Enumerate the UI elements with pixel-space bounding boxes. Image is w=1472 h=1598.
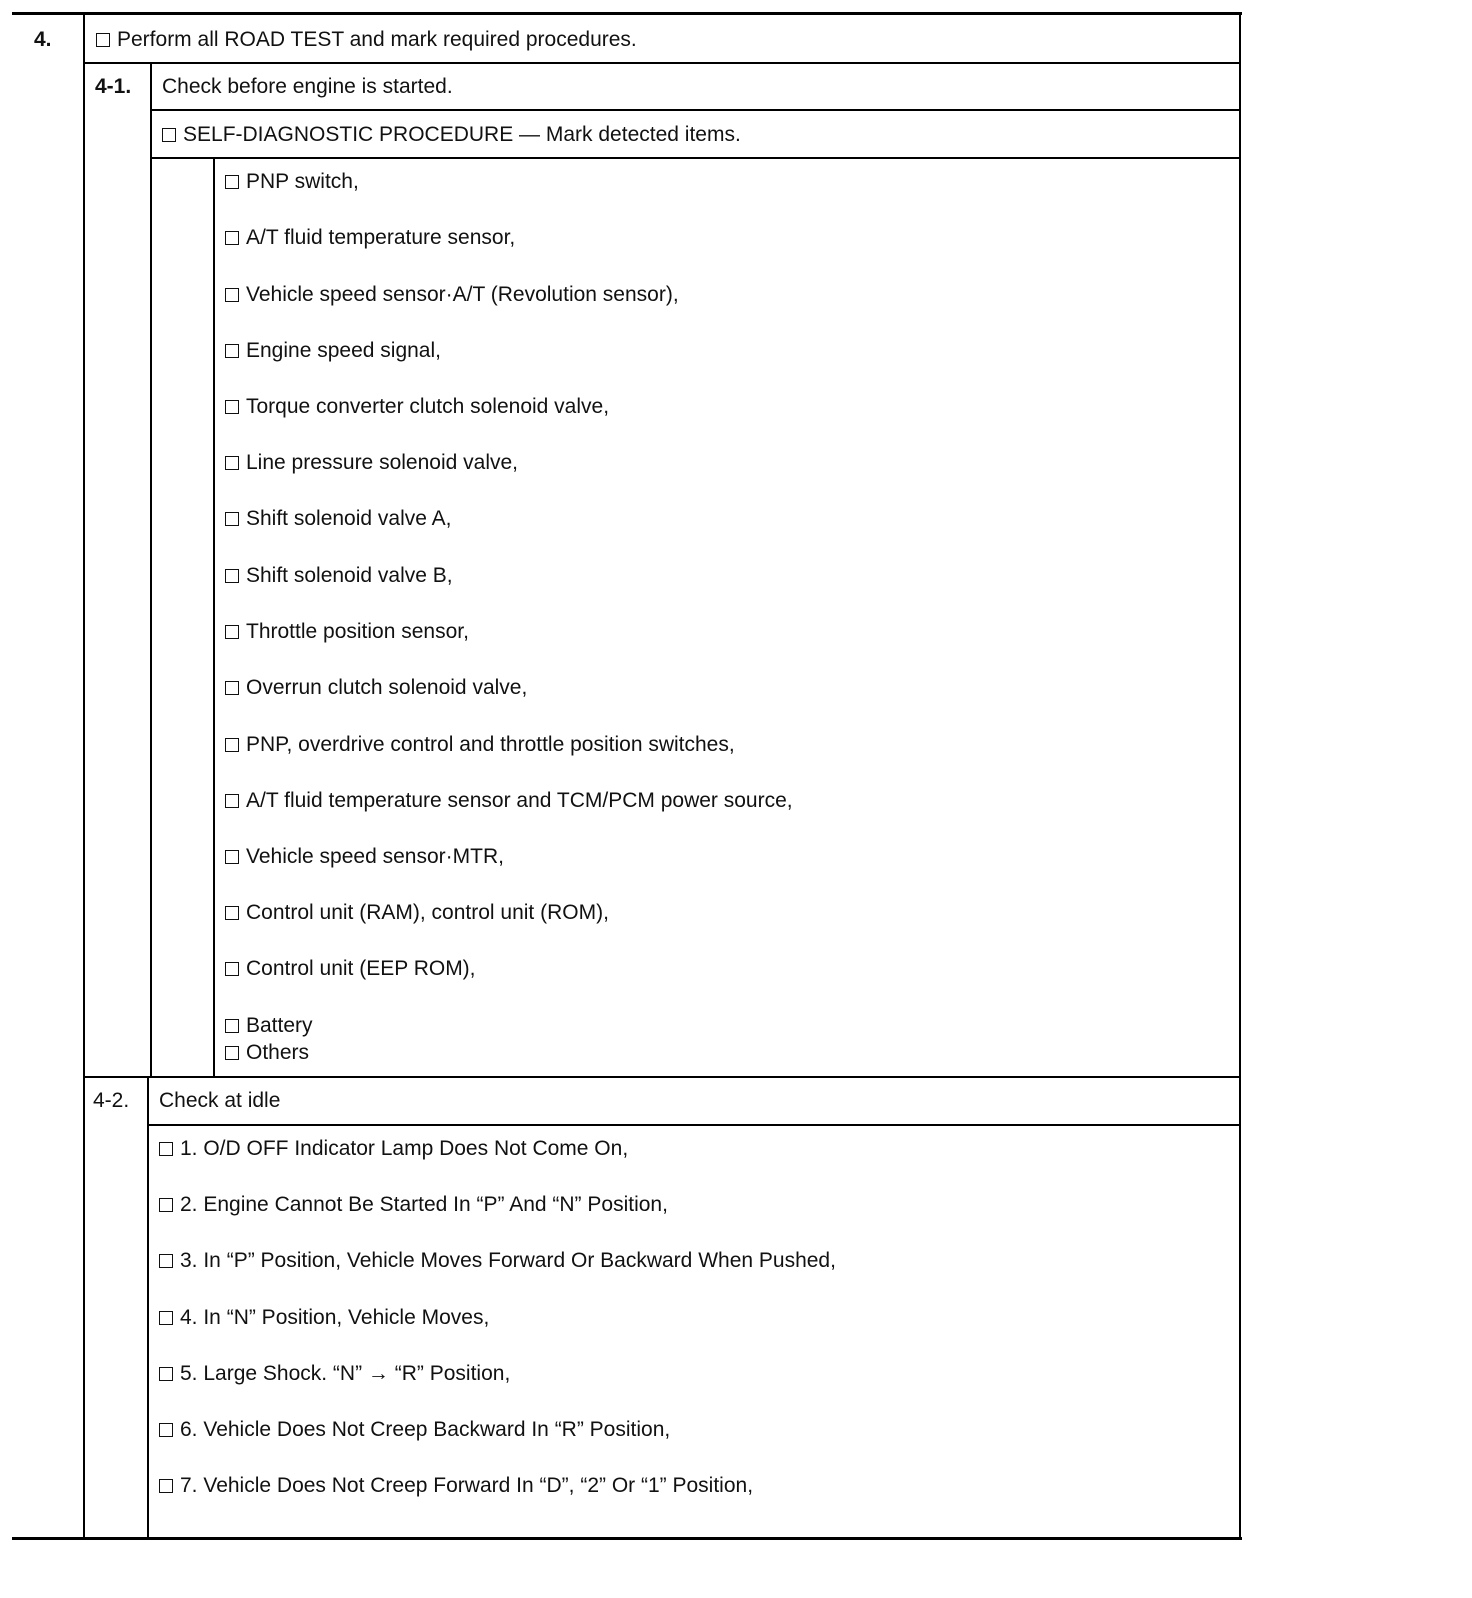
item-label: Shift solenoid valve A, [246,507,452,530]
checkbox[interactable] [225,906,239,920]
rule-v-step2 [147,1076,149,1540]
step2-title: Check at idle [159,1089,281,1112]
bottom-rule [12,1537,1242,1540]
checkbox[interactable] [225,681,239,695]
list-item [159,1473,753,1499]
item-label: 3. In “P” Position, Vehicle Moves Forward Or Backward When Pushed, [180,1249,836,1272]
item-label: 4. In “N” Position, Vehicle Moves, [180,1306,490,1329]
item-label: 2. Engine Cannot Be Started In “P” And “N” Position, [180,1193,668,1216]
item-label: PNP switch, [246,170,359,193]
list-item [159,1361,510,1387]
checkbox[interactable] [159,1479,173,1493]
item-label: Battery [246,1014,313,1037]
item-label: Control unit (EEP ROM), [246,957,476,980]
checkbox[interactable] [225,288,239,302]
rule-v-step1 [150,62,152,1078]
item-label: Torque converter clutch solenoid valve, [246,395,610,418]
checkbox[interactable] [159,1311,173,1325]
rule-h-procedure [150,157,1241,159]
item-label: 6. Vehicle Does Not Creep Backward In “R” Position, [180,1418,671,1441]
list-item [159,1248,836,1274]
step1-number: 4-1. [95,75,132,98]
checkbox[interactable] [225,850,239,864]
list-item [159,1417,670,1443]
list-item [225,844,504,870]
checkbox[interactable] [96,33,110,47]
rule-h-section [83,62,1241,64]
item-label: Others [246,1041,310,1064]
item-label: Vehicle speed sensor·A/T (Revolution sensor), [246,283,679,306]
item-label: Overrun clutch solenoid valve, [246,676,528,699]
list-item [225,1013,313,1039]
item-label: Shift solenoid valve B, [246,564,453,587]
rule-h-step1-title [150,109,1241,111]
section-number: 4. [34,28,52,51]
list-item [225,619,469,645]
section-title: Perform all ROAD TEST and mark required procedures. [117,28,637,51]
item-label: Engine speed signal, [246,339,441,362]
rule-v-right [1239,12,1241,1540]
checkbox[interactable] [225,512,239,526]
list-item [225,563,453,589]
checkbox[interactable] [225,344,239,358]
checkbox[interactable] [225,231,239,245]
step1-title: Check before engine is started. [162,75,453,98]
list-item [225,900,609,926]
checkbox[interactable] [162,128,176,142]
top-rule [12,12,1242,15]
checkbox[interactable] [225,569,239,583]
checkbox[interactable] [159,1142,173,1156]
item-label: Vehicle speed sensor·MTR, [246,845,504,868]
list-item [159,1192,668,1218]
rule-h-step2 [83,1076,1241,1078]
procedure-row [162,122,741,148]
list-item [225,450,518,476]
checkbox[interactable] [225,1019,239,1033]
checkbox[interactable] [159,1367,173,1381]
list-item [225,506,451,532]
checkbox[interactable] [225,738,239,752]
checkbox[interactable] [225,625,239,639]
checkbox[interactable] [225,794,239,808]
list-item [225,225,515,251]
list-item [225,788,793,814]
list-item [225,169,359,195]
rule-h-step2-title [147,1124,1241,1126]
checkbox[interactable] [225,962,239,976]
list-item [225,1040,309,1066]
item-label: 7. Vehicle Does Not Creep Forward In “D”, “2” Or “1” Position, [180,1474,754,1497]
checkbox[interactable] [159,1198,173,1212]
list-item [225,732,735,758]
procedure-title: SELF-DIAGNOSTIC PROCEDURE — Mark detected items. [183,123,741,146]
item-label: PNP, overdrive control and throttle position switches, [246,733,735,756]
item-label: 1. O/D OFF Indicator Lamp Does Not Come On, [180,1137,629,1160]
item-label: A/T fluid temperature sensor, [246,226,516,249]
checkbox[interactable] [225,175,239,189]
list-item [225,956,476,982]
rule-v-col1 [83,12,85,1540]
checkbox[interactable] [159,1423,173,1437]
checkbox[interactable] [225,456,239,470]
list-item [225,394,609,420]
item-label: Throttle position sensor, [246,620,469,643]
list-item [225,282,679,308]
list-item [225,338,441,364]
checkbox[interactable] [159,1254,173,1268]
item-label: Line pressure solenoid valve, [246,451,518,474]
list-item [159,1136,628,1162]
checkbox[interactable] [225,1046,239,1060]
section-title-row [96,27,637,53]
item-label: Control unit (RAM), control unit (ROM), [246,901,609,924]
rule-v-items [213,157,215,1078]
checkbox[interactable] [225,400,239,414]
list-item [159,1305,489,1331]
list-item [225,675,527,701]
step2-number: 4-2. [93,1089,130,1112]
item-label: 5. Large Shock. “N” → “R” Position, [180,1362,511,1385]
item-label: A/T fluid temperature sensor and TCM/PCM power source, [246,789,793,812]
